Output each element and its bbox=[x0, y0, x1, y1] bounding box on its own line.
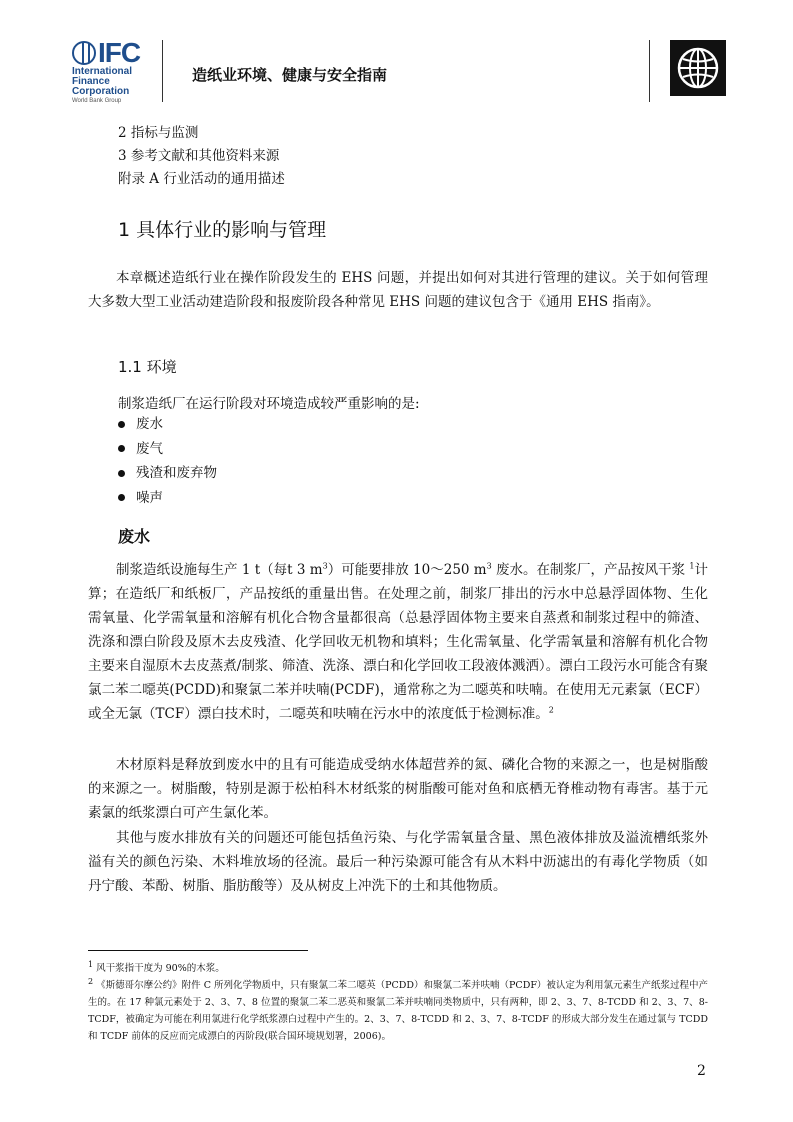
ifc-mark bbox=[72, 37, 141, 68]
wastewater-heading: 废水 bbox=[118, 527, 151, 546]
bullet-icon bbox=[118, 470, 125, 477]
page-header bbox=[0, 0, 793, 110]
text-run: ）可能要排放 10～250 m bbox=[327, 562, 487, 578]
footnotes bbox=[88, 960, 708, 1045]
ifc-name-line: International bbox=[72, 66, 133, 77]
list-item bbox=[118, 461, 217, 486]
text-run: 废水。在制浆厂，产品按风干浆 bbox=[491, 562, 690, 578]
list-item-text: 废气 bbox=[136, 440, 163, 457]
ifc-name-line: Corporation bbox=[72, 86, 130, 97]
text-run: 制浆造纸设施每生产 1 t（每t 3 m bbox=[116, 562, 323, 578]
footnote-mark: 2 bbox=[88, 976, 94, 986]
list-item bbox=[118, 412, 217, 437]
ifc-name-line: Finance bbox=[72, 76, 110, 87]
bullet-icon bbox=[118, 445, 125, 452]
header-divider-right bbox=[649, 40, 650, 102]
list-item-text: 废水 bbox=[136, 416, 163, 432]
bullet-icon bbox=[118, 494, 125, 501]
document-title: 造纸业环境、健康与安全指南 bbox=[192, 66, 388, 84]
list-item bbox=[118, 486, 217, 511]
ifc-globe-icon bbox=[72, 41, 96, 65]
footnote-2 bbox=[88, 977, 708, 1045]
toc-list bbox=[118, 122, 285, 191]
ifc-logo bbox=[72, 37, 164, 106]
world-bank-logo bbox=[670, 40, 726, 96]
wastewater-paragraph-2: 木材原料是释放到废水中的且有可能造成受纳水体超营养的氮、磷化合物的来源之一，也是树脂酸的来源之一。树脂酸，特别是源于松柏科木材纸浆的树脂酸可能对鱼和底栖无脊椎动物有毒害。基于元素氯的纸浆漂白可产生氯化苯。 bbox=[88, 757, 708, 821]
ifc-name bbox=[72, 67, 132, 97]
footnote-1 bbox=[88, 960, 708, 977]
ifc-letters: IFC bbox=[98, 37, 141, 68]
text-run: 计算；在造纸厂和纸板厂，产品按纸的重量出售。在处理之前，制浆厂排出的污水中总悬浮固体物、生化需氧量、化学需氧量和溶解有机化合物含量都很高（总悬浮固体物主要来自蒸煮和制浆过程中的筛渣、洗涤和漂白阶段及原木去皮残渣、化学回收无机物和填料；生化需氧量、化学需氧量和溶解有机化合物主要来自湿原木去皮蒸煮/制浆、筛渣、洗涤、漂白和化学回收工段液体溅洒）。漂白工段污水可能含有聚氯二苯二噁英(PCDD)和聚氯二苯并呋喃(PCDF)，通常称之为二噁英和呋喃。在使用无元素氯（ECF）或全无氯（TCF）漂白技术时，二噁英和呋喃在污水中的浓度低于检测标准。 bbox=[88, 562, 708, 722]
footnote-ref-2[interactable]: 2 bbox=[548, 705, 554, 715]
header-divider-left bbox=[162, 40, 163, 102]
toc-item: 2 指标与监测 bbox=[118, 125, 199, 141]
footnote-text: 《斯德哥尔摩公约》附件 C 所列化学物质中，只有聚氯二苯二噁英（PCDD）和聚氯二苯并呋喃（PCDF）被认定为利用氯元素生产纸浆过程中产生的。在 17 种氯元素处于 2、3、7、8 位置的聚氯二苯二恶英和聚氯二苯并呋喃同类物质中，只有两种，即 2、3、7、8-TCDD 和 2、3、7、8-TCDF，被确定为可能在利用氯进行化学纸浆漂白过程中产生的。2、3、7、8-TCDD 和 2、3、7、8-TCDF 的形成大部分发生在通过氯与 TCDD 和 TCDF 前体的反应而完成漂白的丙阶段(联合国环境规划署，2006)。 bbox=[88, 980, 708, 1042]
footnote-text: 风干浆指干度为 90%的木浆。 bbox=[93, 963, 225, 974]
subsection-heading: 1.1 环境 bbox=[118, 358, 177, 376]
ifc-subtitle: World Bank Group bbox=[72, 98, 122, 104]
world-bank-globe-icon bbox=[676, 46, 720, 90]
environment-bullet-list bbox=[118, 412, 217, 510]
superscript: 3 bbox=[486, 561, 492, 571]
bullet-icon bbox=[118, 421, 125, 428]
footnote-mark: 1 bbox=[88, 959, 94, 969]
list-item bbox=[118, 437, 217, 462]
page-number: 2 bbox=[697, 1063, 706, 1079]
toc-item: 3 参考文献和其他资料来源 bbox=[118, 148, 280, 164]
list-item-text: 噪声 bbox=[136, 489, 163, 506]
wastewater-paragraph-1 bbox=[88, 558, 708, 726]
section-heading: 1 具体行业的影响与管理 bbox=[118, 219, 327, 241]
environment-lead-text: 制浆造纸厂在运行阶段对环境造成较严重影响的是: bbox=[118, 396, 420, 412]
footnote-ref-1[interactable]: 1 bbox=[689, 561, 695, 571]
wastewater-paragraph-3: 其他与废水排放有关的问题还可能包括鱼污染、与化学需氧量含量、黑色液体排放及溢流槽纸浆外溢有关的颜色污染、木料堆放场的径流。最后一种污染源可能含有从木料中沥滤出的有毒化学物质（如丹宁酸、苯酚、树脂、脂肪酸等）及从树皮上冲洗下的土和其他物质。 bbox=[88, 830, 708, 894]
section-intro-paragraph: 本章概述造纸行业在操作阶段发生的 EHS 问题，并提出如何对其进行管理的建议。关于如何管理大多数大型工业活动建造阶段和报废阶段各种常见 EHS 问题的建议包含于《通用 EHS 指南》。 bbox=[88, 270, 708, 310]
list-item-text: 残渣和废弃物 bbox=[136, 465, 217, 481]
superscript: 3 bbox=[322, 561, 328, 571]
toc-item: 附录 A 行业活动的通用描述 bbox=[118, 171, 285, 187]
footnote-divider bbox=[88, 950, 308, 951]
